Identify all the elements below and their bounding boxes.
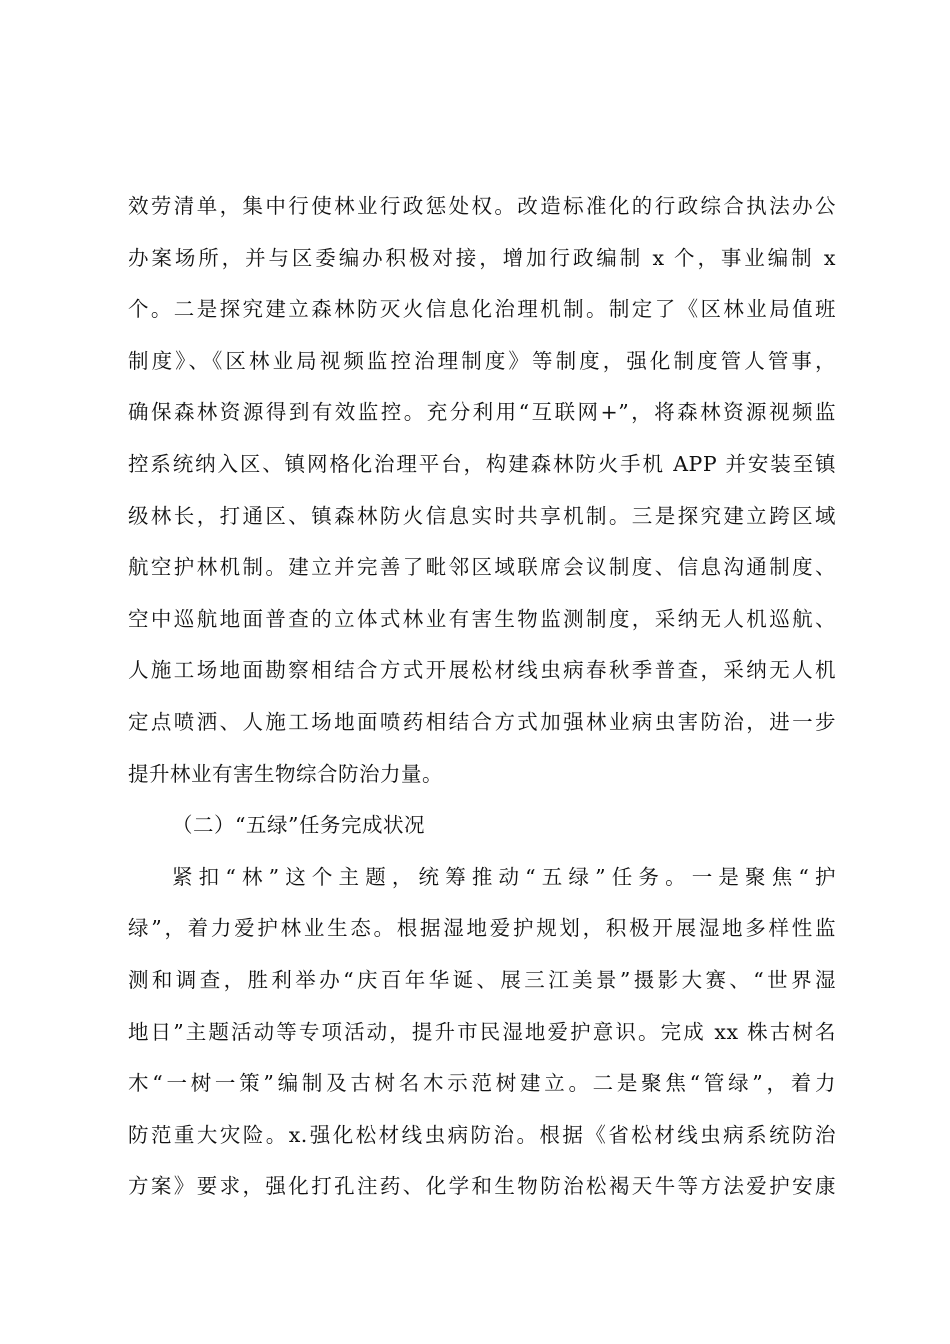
paragraph-line: 地日”主题活动等专项活动，提升市民湿地爱护意识。完成 xx 株古树名	[128, 1019, 836, 1044]
paragraph-line: 测和调查，胜利举办“庆百年华诞、展三江美景”摄影大赛、“世界湿	[128, 967, 836, 992]
paragraph-line: 级林长，打通区、镇森林防火信息实时共享机制。三是探究建立跨区域	[128, 503, 836, 528]
paragraph-line: 绿”，着力爱护林业生态。根据湿地爱护规划，积极开展湿地多样性监	[128, 916, 836, 941]
paragraph-line: 控系统纳入区、镇网格化治理平台，构建森林防火手机 APP 并安装至镇	[128, 451, 836, 476]
paragraph-line: 办案场所，并与区委编办积极对接，增加行政编制 x 个，事业编制 x	[128, 245, 836, 270]
paragraph-line: 制度》、《区林业局视频监控治理制度》等制度，强化制度管人管事，	[128, 348, 836, 373]
paragraph-line: 航空护林机制。建立并完善了毗邻区域联席会议制度、信息沟通制度、	[128, 555, 836, 580]
section-heading: （二）“五绿”任务完成状况	[172, 813, 425, 838]
paragraph-line: 提升林业有害生物综合防治力量。	[128, 761, 443, 786]
paragraph-line: 效劳清单，集中行使林业行政惩处权。改造标准化的行政综合执法办公	[128, 194, 836, 218]
paragraph-line: 确保森林资源得到有效监控。充分利用“互联网+”，将森林资源视频监	[128, 400, 836, 425]
paragraph-line: 空中巡航地面普查的立体式林业有害生物监测制度，采纳无人机巡航、	[128, 606, 836, 631]
document-body	[128, 183, 836, 1215]
paragraph-line: 方案》要求，强化打孔注药、化学和生物防治松褐天牛等方法爱护安康	[128, 1174, 836, 1199]
paragraph-line: 个。二是探究建立森林防灭火信息化治理机制。制定了《区林业局值班	[128, 297, 836, 322]
paragraph-line: 防范重大灾险。x.强化松材线虫病防治。根据《省松材线虫病系统防治	[128, 1122, 836, 1147]
paragraph-line: 人施工场地面勘察相结合方式开展松材线虫病春秋季普查，采纳无人机	[128, 658, 836, 683]
paragraph-line: 定点喷洒、人施工场地面喷药相结合方式加强林业病虫害防治，进一步	[128, 709, 836, 734]
paragraph-line: 紧扣“林”这个主题，统筹推动“五绿”任务。一是聚焦“护	[172, 864, 836, 889]
paragraph-line: 木“一树一策”编制及古树名木示范树建立。二是聚焦“管绿”，着力	[128, 1071, 836, 1096]
